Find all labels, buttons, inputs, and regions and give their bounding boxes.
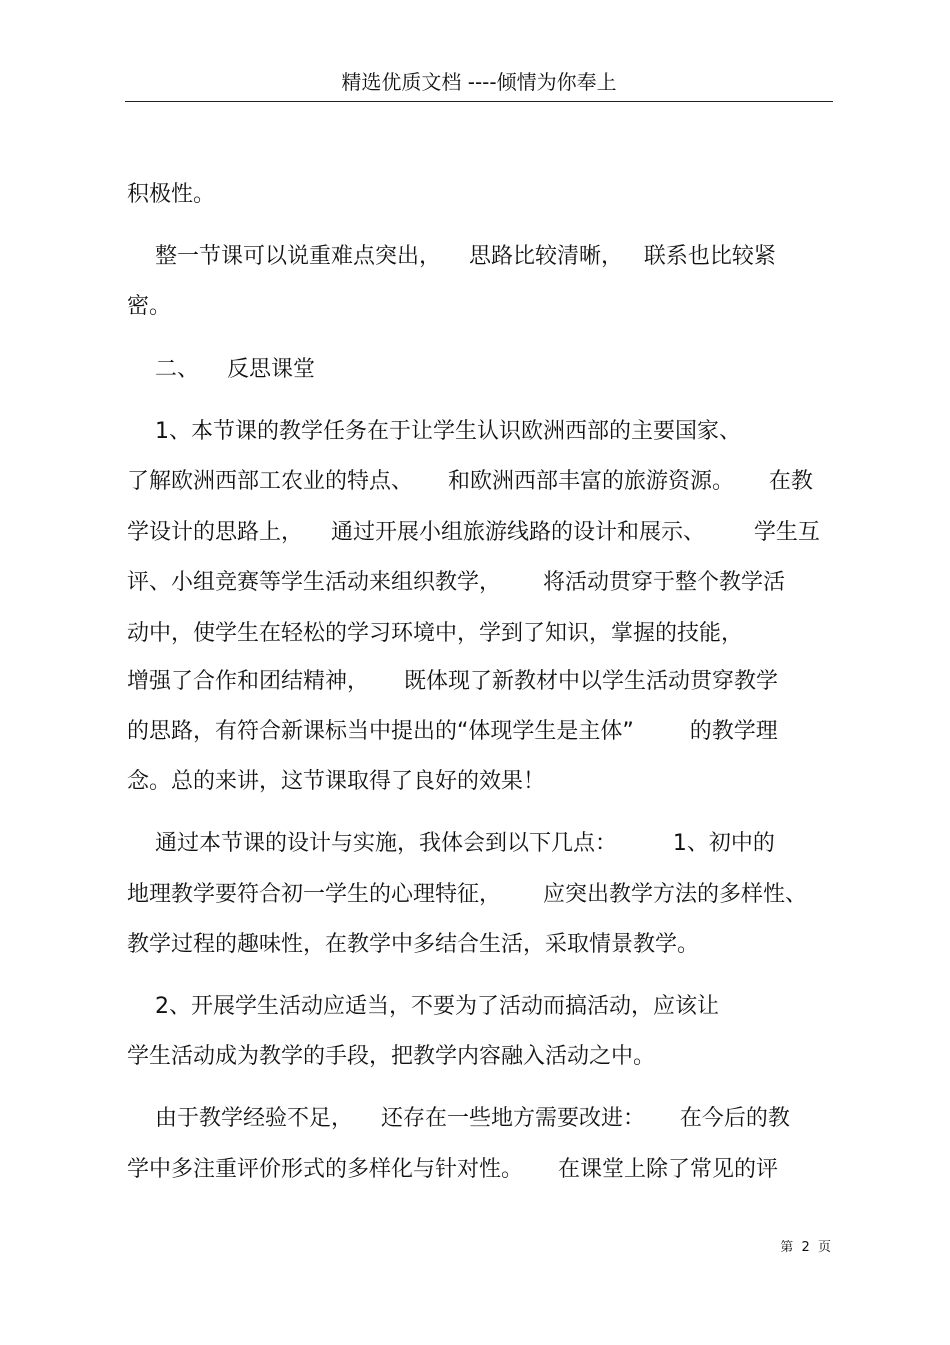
- text-line: 了解欧洲西部工农业的特点、 和欧洲西部丰富的旅游资源。 在教: [127, 469, 813, 494]
- text-line: 的思路，有符合新课标当中提出的“体现学生是主体” 的教学理: [127, 719, 778, 744]
- text-line: 念。总的来讲，这节课取得了良好的效果！: [127, 769, 546, 794]
- text-line: 评、小组竞赛等学生活动来组织教学， 将活动贯穿于整个教学活: [127, 570, 785, 595]
- text-line: 1、本节课的教学任务在于让学生认识欧洲西部的主要国家、: [127, 419, 741, 444]
- header-rule: [125, 101, 833, 102]
- section-heading: 二、 反思课堂: [127, 357, 315, 382]
- text-line: 动中，使学生在轻松的学习环境中，学到了知识，掌握的技能，: [127, 621, 744, 646]
- text-line: 整一节课可以说重难点突出， 思路比较清晰， 联系也比较紧: [127, 244, 776, 269]
- page-header: 精选优质文档 ----倾情为你奉上: [341, 70, 617, 94]
- text-line: 由于教学经验不足， 还存在一些地方需要改进： 在今后的教: [127, 1106, 790, 1131]
- text-line: 学中多注重评价形式的多样化与针对性。 在课堂上除了常见的评: [127, 1157, 778, 1182]
- text-line: 密。: [127, 294, 172, 319]
- text-line: 通过本节课的设计与实施，我体会到以下几点： 1、初中的: [127, 831, 775, 856]
- text-line: 教学过程的趣味性，在教学中多结合生活，采取情景教学。: [127, 932, 700, 957]
- text-line: 学生活动成为教学的手段，把教学内容融入活动之中。: [127, 1044, 656, 1069]
- text-line: 学设计的思路上， 通过开展小组旅游线路的设计和展示、 学生互: [127, 520, 820, 545]
- text-line: 增强了合作和团结精神， 既体现了新教材中以学生活动贯穿教学: [127, 669, 778, 694]
- page-number: 第 2 页: [780, 1240, 831, 1255]
- text-line: 2、开展学生活动应适当，不要为了活动而搞活动，应该让: [127, 994, 719, 1019]
- text-line: 积极性。: [127, 182, 216, 207]
- text-line: 地理教学要符合初一学生的心理特征， 应突出教学方法的多样性、: [127, 882, 807, 907]
